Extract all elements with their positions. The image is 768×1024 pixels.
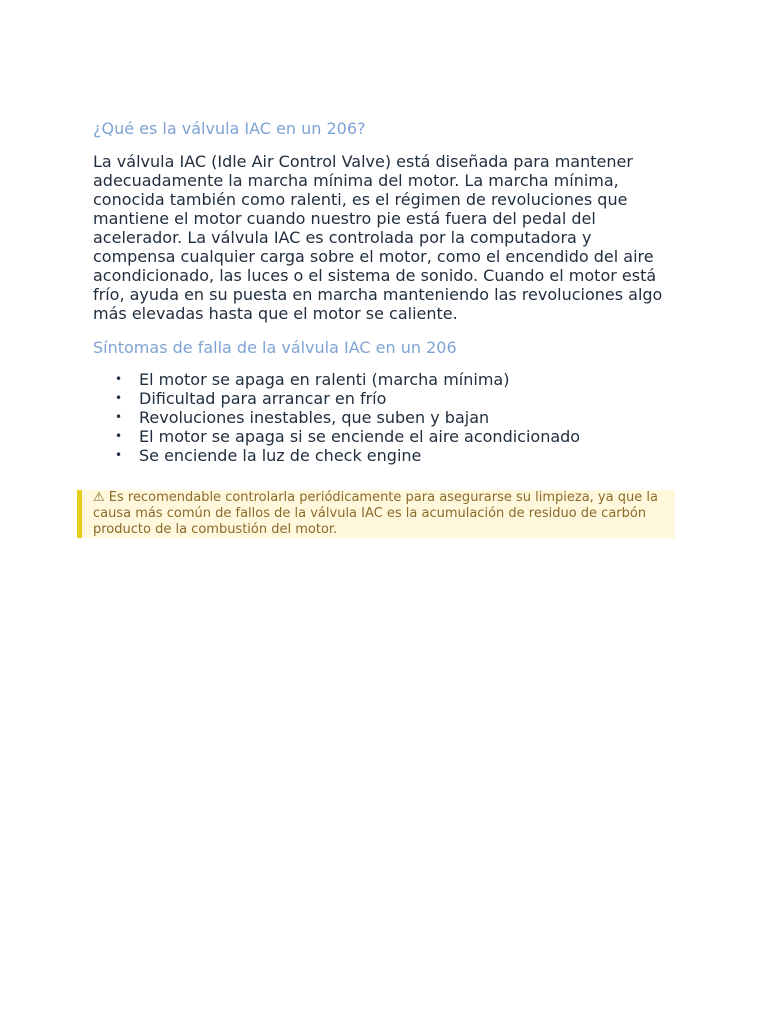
warning-icon: ⚠ [93,490,105,505]
list-item-text: Revoluciones inestables, que suben y bajan [139,408,490,427]
section-heading-symptoms: Síntomas de falla de la válvula IAC en un 206 [93,338,457,357]
bullet-icon: • [115,448,123,462]
intro-paragraph: La válvula IAC (Idle Air Control Valve) está diseñada para mantener adecuadamente la marcha mínima del motor. La marcha mínima, conocida también como ralenti, es el régimen de revoluciones que mantiene el motor cuando nuestro pie está fuera del pedal del acelerador. La válvula IAC es controlada por la computadora y compensa cualquier carga sobre el motor, como el encendido del aire acondicionado, las luces o el sistema de sonido. Cuando el motor está frío, ayuda en su puesta en marcha manteniendo las revoluciones algo más elevadas hasta que el motor se caliente. [93,152,663,323]
bullet-icon: • [115,372,123,386]
warning-text-block [93,490,671,538]
list-item-text: Se enciende la luz de check engine [139,446,422,465]
symptoms-list [93,370,678,465]
list-item [115,446,678,465]
list-item-text: El motor se apaga si se enciende el aire acondicionado [139,427,581,446]
bullet-icon: • [115,391,123,405]
bullet-icon: • [115,429,123,443]
list-item [115,427,678,446]
list-item [115,370,678,389]
list-item [115,389,678,408]
article-content [93,118,678,465]
list-item-text: El motor se apaga en ralenti (marcha mínima) [139,370,510,389]
warning-message: Es recomendable controlarla periódicamente para asegurarse su limpieza, ya que la causa más común de fallos de la válvula IAC es la acumulación de residuo de carbón producto de la combustión del motor. [93,490,658,537]
bullet-icon: • [115,410,123,424]
section-heading-what-is: ¿Qué es la válvula IAC en un 206? [93,119,366,138]
warning-callout [77,490,675,538]
list-item [115,408,678,427]
list-item-text: Dificultad para arrancar en frío [139,389,387,408]
